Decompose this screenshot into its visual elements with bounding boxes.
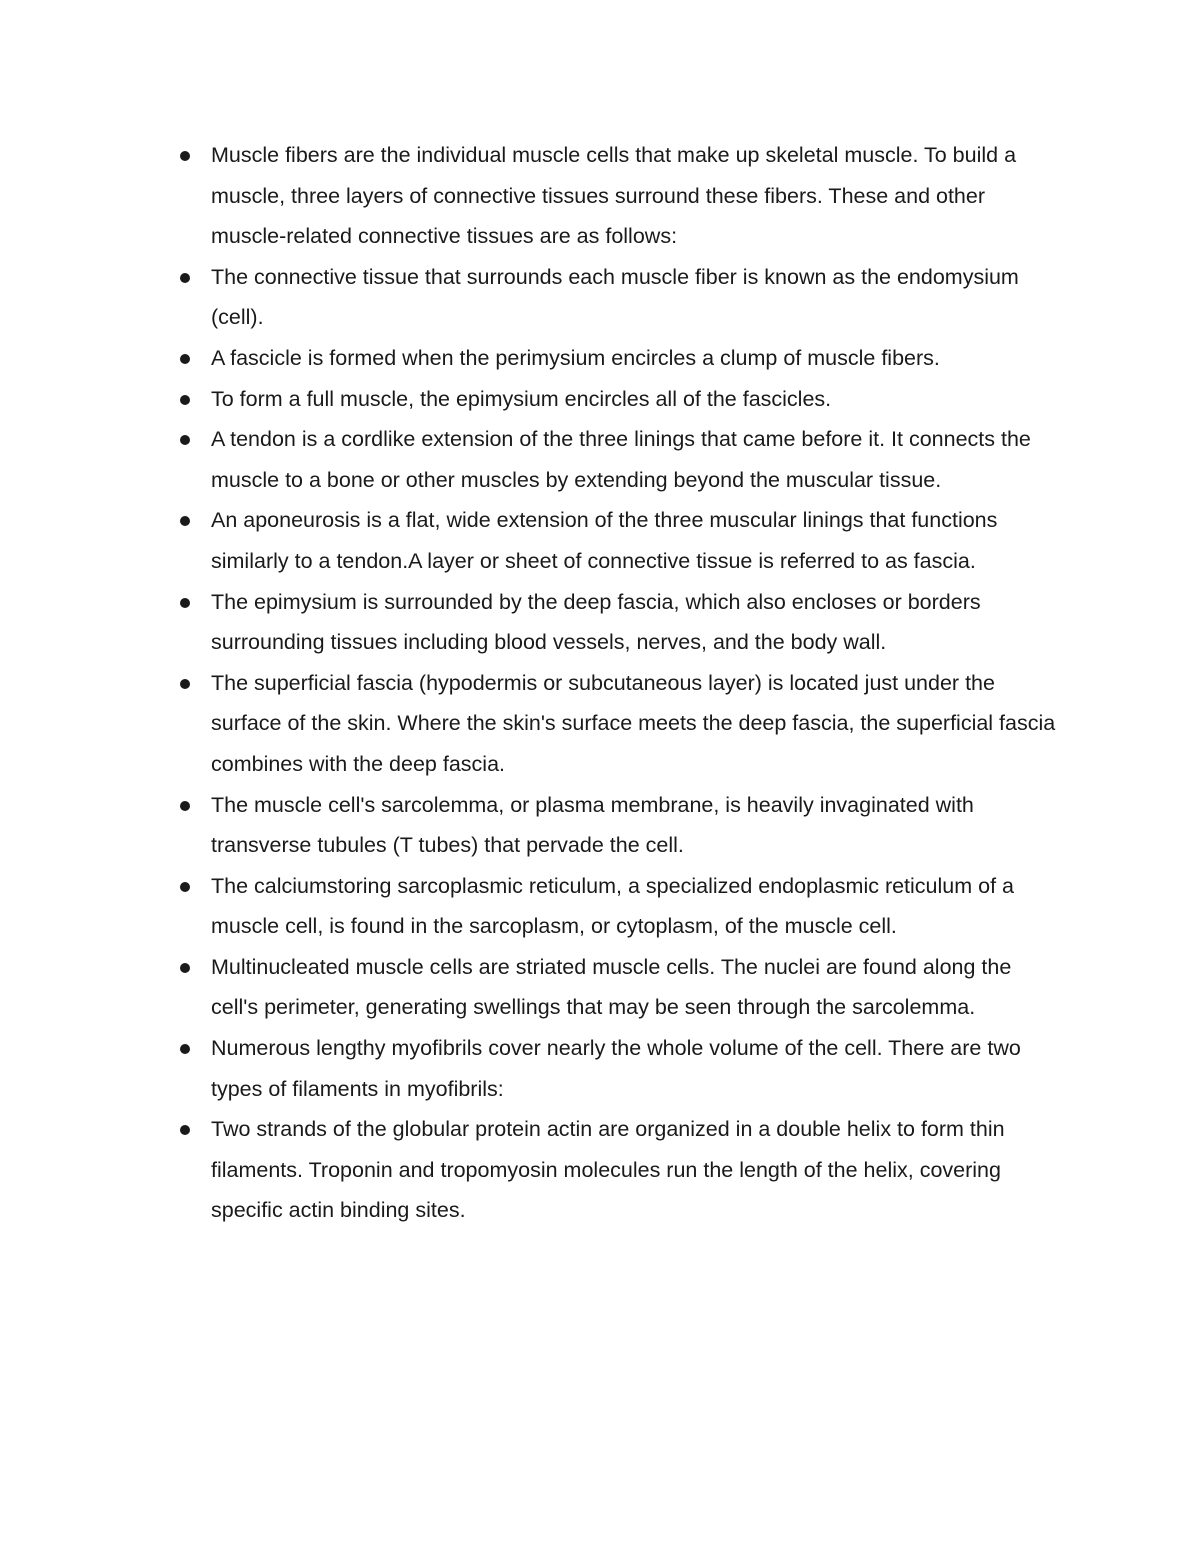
list-item (180, 947, 1060, 1028)
bullet-icon (180, 395, 190, 405)
list-item (180, 379, 1060, 420)
bullet-icon (180, 516, 190, 526)
bullet-icon (180, 1125, 190, 1135)
list-item-text: To form a full muscle, the epimysium encircles all of the fascicles. (211, 386, 832, 411)
bullet-icon (180, 273, 190, 283)
bullet-list (180, 135, 1060, 1231)
list-item (180, 663, 1060, 785)
list-item-text: The epimysium is surrounded by the deep fascia, which also encloses or borders surrounding tissues including blood vessels, nerves, and the body wall. (211, 589, 981, 655)
list-item-text: Muscle fibers are the individual muscle cells that make up skeletal muscle. To build a muscle, three layers of connective tissues surround these fibers. These and other muscle-related connective tissues are as follows: (211, 143, 1017, 249)
list-item-text: Numerous lengthy myofibrils cover nearly the whole volume of the cell. There are two types of filaments in myofibrils: (211, 1036, 1021, 1101)
bullet-icon (180, 354, 190, 364)
list-item (180, 582, 1060, 663)
list-item-text: The connective tissue that surrounds each muscle fiber is known as the endomysium (cell). (211, 264, 1019, 330)
bullet-icon (180, 679, 190, 689)
list-item-text: An aponeurosis is a flat, wide extension of the three muscular linings that functions similarly to a tendon.A layer or sheet of connective tissue is referred to as fascia. (211, 508, 998, 573)
list-item-text: Multinucleated muscle cells are striated muscle cells. The nuclei are found along the cell's perimeter, generating swellings that may be seen through the sarcolemma. (211, 954, 1012, 1020)
list-item (180, 500, 1060, 581)
bullet-icon (180, 963, 190, 973)
list-item (180, 785, 1060, 866)
list-item-text: The superficial fascia (hypodermis or subcutaneous layer) is located just under the surface of the skin. Where the skin's surface meets the deep fascia, the superficial fascia combines with the deep fascia. (211, 670, 1056, 776)
list-item (180, 257, 1060, 338)
list-item-text: The calciumstoring sarcoplasmic reticulum, a specialized endoplasmic reticulum of a muscle cell, is found in the sarcoplasm, or cytoplasm, of the muscle cell. (211, 873, 1014, 939)
bullet-icon (180, 435, 190, 445)
bullet-icon (180, 801, 190, 811)
list-item-text: A tendon is a cordlike extension of the three linings that came before it. It connects the muscle to a bone or other muscles by extending beyond the muscular tissue. (211, 427, 1031, 492)
list-item (180, 338, 1060, 379)
list-item (180, 419, 1060, 500)
bullet-icon (180, 151, 190, 161)
bullet-icon (180, 598, 190, 608)
list-item-text: The muscle cell's sarcolemma, or plasma membrane, is heavily invaginated with transverse tubules (T tubes) that pervade the cell. (211, 792, 974, 858)
list-item (180, 1028, 1060, 1109)
list-item-text: Two strands of the globular protein actin are organized in a double helix to form thin filaments. Troponin and tropomyosin molecules run the length of the helix, covering specific actin binding sites. (211, 1117, 1005, 1223)
bullet-icon (180, 882, 190, 892)
list-item (180, 1109, 1060, 1231)
list-item (180, 135, 1060, 257)
list-item (180, 866, 1060, 947)
bullet-icon (180, 1044, 190, 1054)
list-item-text: A fascicle is formed when the perimysium encircles a clump of muscle fibers. (211, 345, 940, 370)
